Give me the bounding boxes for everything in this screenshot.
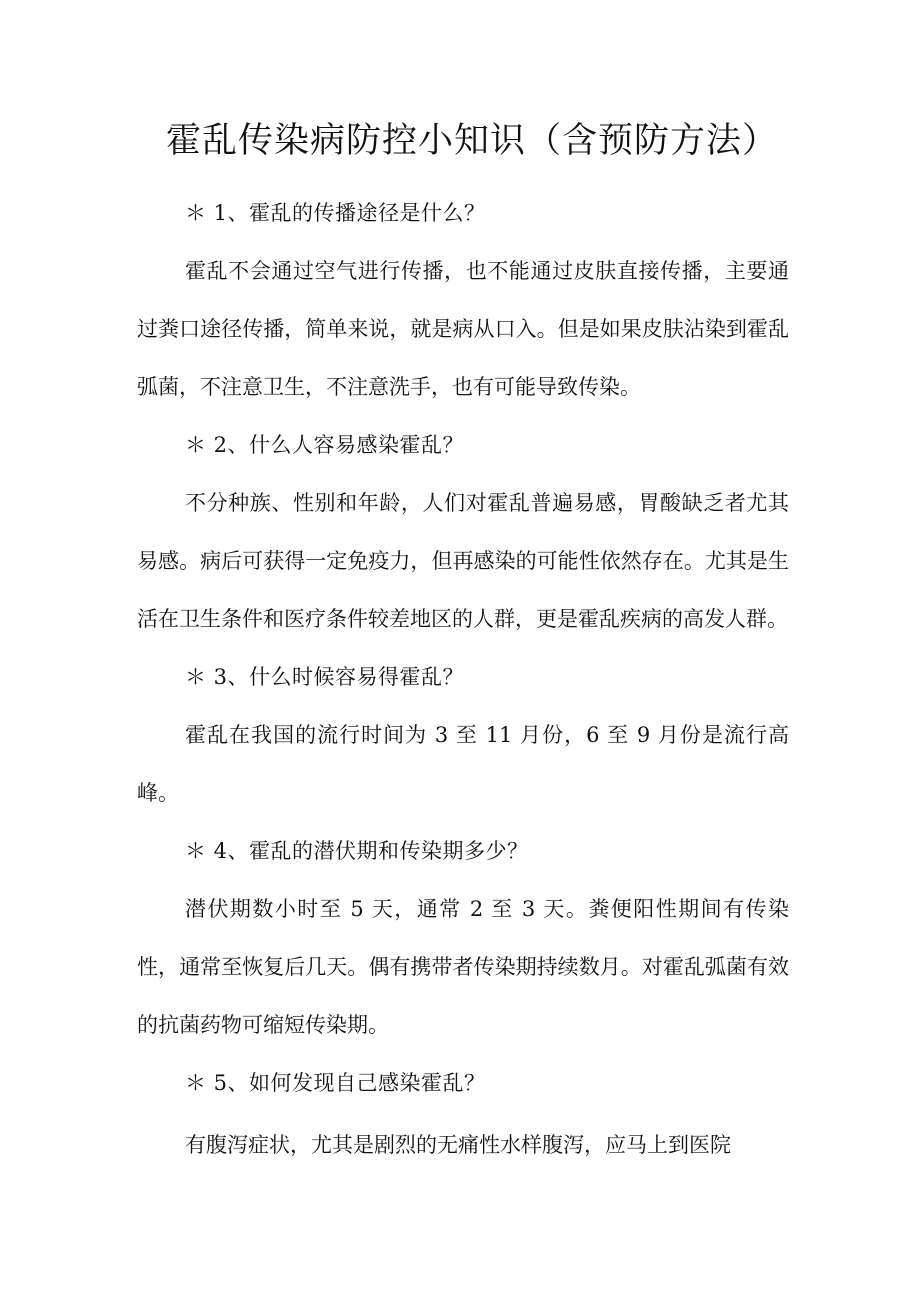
answer-3: 霍乱在我国的流行时间为 3 至 11 月份，6 至 9 月份是流行高峰。: [137, 723, 789, 805]
document-title: 霍乱传染病防控小知识（含预防方法）: [166, 121, 779, 161]
question-4: ＊ 4、霍乱的潜伏期和传染期多少？: [185, 839, 529, 863]
answer-4: 潜伏期数小时至 5 天，通常 2 至 3 天。粪便阳性期间有传染性，通常至恢复后几天。偶有携带者传染期持续数月。对霍乱弧菌有效的抗菌药物可缩短传染期。: [137, 897, 789, 1037]
answer-1: 霍乱不会通过空气进行传播，也不能通过皮肤直接传播，主要通过粪口途径传播，简单来说，就是病从口入。但是如果皮肤沾染到霍乱弧菌，不注意卫生，不注意洗手，也有可能导致传染。: [137, 259, 789, 399]
question-2: ＊ 2、什么人容易感染霍乱？: [185, 433, 465, 457]
question-5: ＊ 5、如何发现自己感染霍乱？: [185, 1071, 486, 1095]
question-1: ＊ 1、霍乱的传播途径是什么？: [185, 201, 486, 225]
question-3: ＊ 3、什么时候容易得霍乱？: [185, 665, 465, 689]
answer-5: 有腹泻症状，尤其是剧烈的无痛性水样腹泻，应马上到医院: [185, 1133, 731, 1157]
document-body: [137, 184, 789, 1174]
answer-2: 不分种族、性别和年龄，人们对霍乱普遍易感，胃酸缺乏者尤其易感。病后可获得一定免疫力，但再感染的可能性依然存在。尤其是生活在卫生条件和医疗条件较差地区的人群，更是霍乱疾病的高发人群。: [137, 491, 789, 631]
